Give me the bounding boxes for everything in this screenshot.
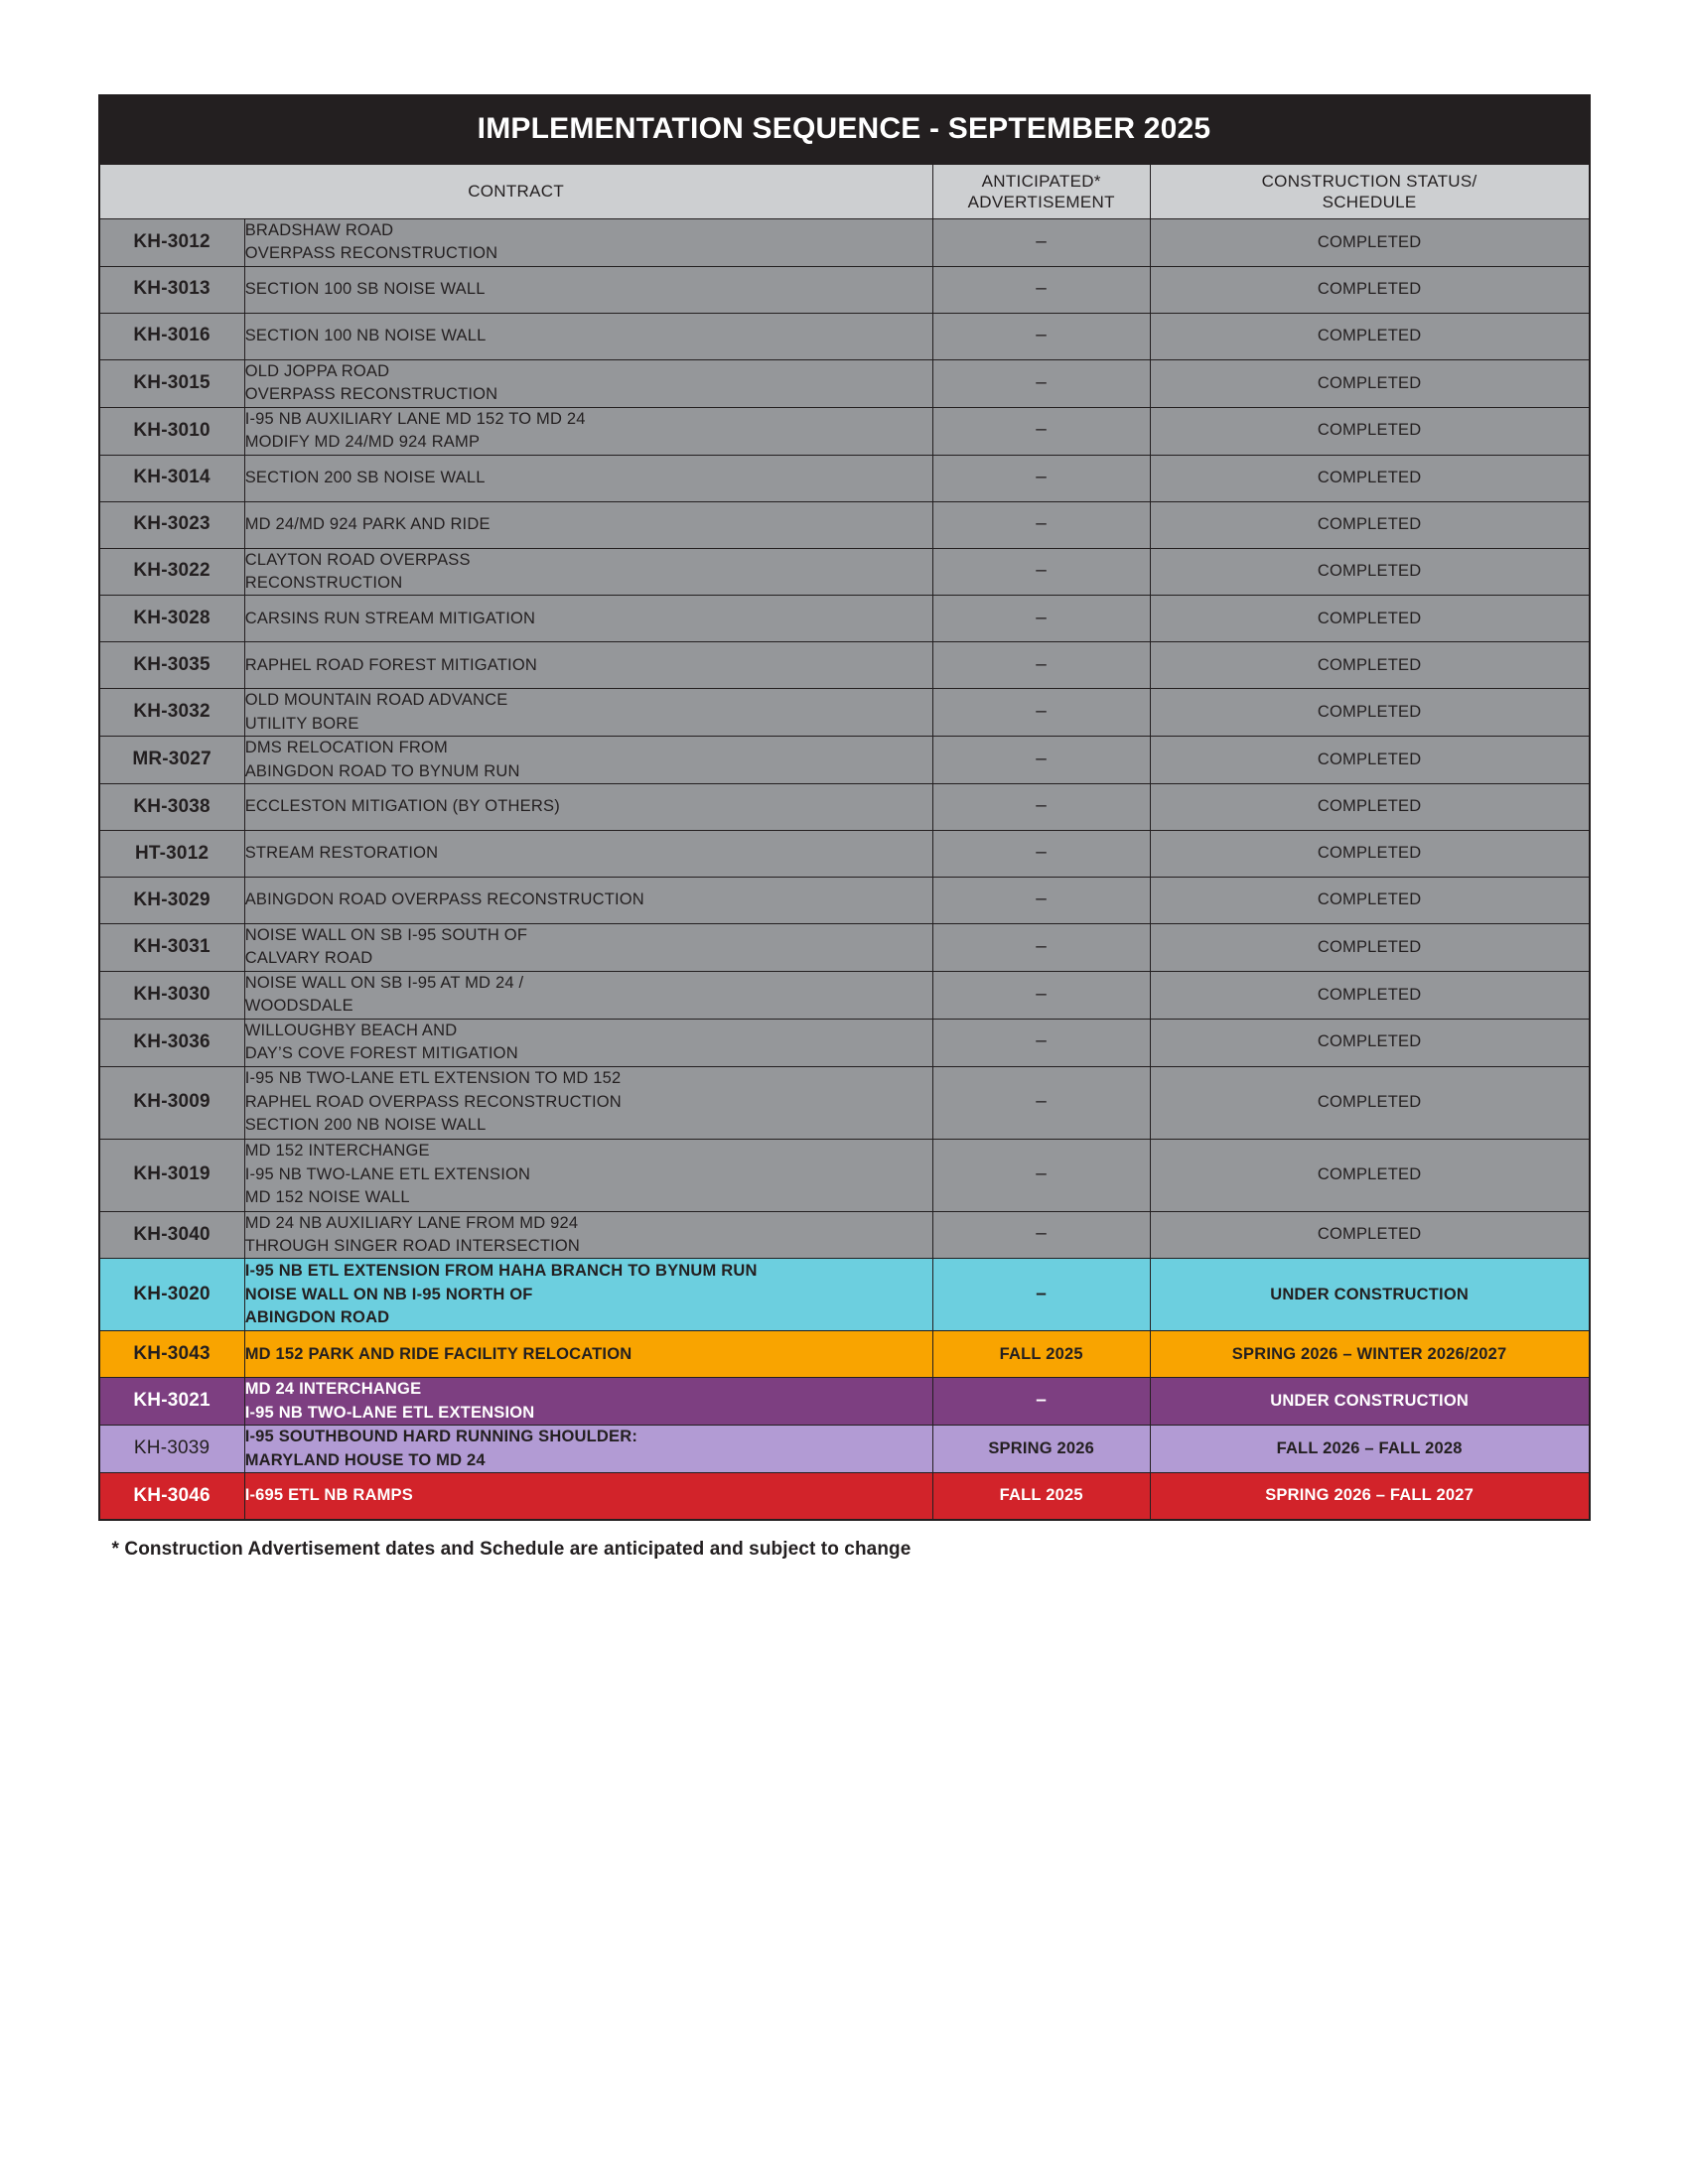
description-line: MARYLAND HOUSE TO MD 24: [244, 1450, 486, 1469]
cell-construction-status: UNDER CONSTRUCTION: [1150, 1259, 1589, 1331]
description-line: OVERPASS RECONSTRUCTION: [244, 244, 498, 263]
cell-anticipated-advertisement: [932, 1426, 1150, 1473]
cell-anticipated-advertisement: [932, 642, 1150, 689]
description-line: SECTION 100 NB NOISE WALL: [244, 327, 487, 345]
table-row: [99, 219, 1590, 267]
cell-construction-status: COMPLETED: [1150, 407, 1589, 455]
cell-anticipated-advertisement: [932, 924, 1150, 972]
description-line: MD 152 PARK AND RIDE FACILITY RELOCATION: [244, 1344, 633, 1363]
cell-contract-description: [244, 1211, 932, 1259]
description-line: SECTION 200 SB NOISE WALL: [244, 468, 486, 486]
cell-contract-description: [244, 1331, 932, 1378]
cell-contract-description: [244, 219, 932, 267]
cell-construction-status: COMPLETED: [1150, 1211, 1589, 1259]
table-row: [99, 1378, 1590, 1426]
cell-construction-status: SPRING 2026 – WINTER 2026/2027: [1150, 1331, 1589, 1378]
cell-contract-description: [244, 784, 932, 831]
description-line: WOODSDALE: [244, 997, 353, 1016]
table-row: [99, 1066, 1590, 1139]
cell-contract-number: KH-3039: [99, 1426, 245, 1473]
description-line: ECCLESTON MITIGATION (BY OTHERS): [244, 797, 560, 816]
cell-contract-description: [244, 737, 932, 784]
table-row: [99, 784, 1590, 831]
description-line: NOISE WALL ON NB I-95 NORTH OF: [244, 1285, 533, 1303]
description-line: MD 24 NB AUXILIARY LANE FROM MD 924: [244, 1213, 579, 1232]
description-line: DAY’S COVE FOREST MITIGATION: [244, 1044, 518, 1063]
cell-contract-number: KH-3021: [99, 1378, 245, 1426]
cell-contract-number: KH-3029: [99, 878, 245, 924]
cell-anticipated-advertisement: [932, 784, 1150, 831]
table-row: [99, 737, 1590, 784]
description-line: NOISE WALL ON SB I-95 AT MD 24 /: [244, 973, 524, 992]
description-line: RAPHEL ROAD OVERPASS RECONSTRUCTION: [244, 1092, 622, 1111]
column-header-anticipated-line1: ANTICIPATED*: [981, 171, 1101, 191]
cell-contract-number: KH-3028: [99, 596, 245, 642]
advertisement-value: –: [1036, 466, 1048, 487]
advertisement-value: –: [1036, 653, 1048, 675]
cell-contract-number: MR-3027: [99, 737, 245, 784]
advertisement-value: –: [1036, 842, 1048, 864]
cell-contract-number: KH-3046: [99, 1473, 245, 1521]
table-row: [99, 878, 1590, 924]
cell-contract-number: KH-3030: [99, 971, 245, 1019]
advertisement-value: –: [1036, 1223, 1048, 1245]
table-title-bar: [98, 94, 1591, 164]
implementation-sequence-table: [98, 164, 1591, 1521]
cell-contract-description: [244, 1426, 932, 1473]
cell-construction-status: COMPLETED: [1150, 548, 1589, 596]
cell-construction-status: COMPLETED: [1150, 831, 1589, 878]
table-row: [99, 924, 1590, 972]
cell-anticipated-advertisement: [932, 878, 1150, 924]
advertisement-value: FALL 2025: [999, 1344, 1083, 1363]
description-line: UTILITY BORE: [244, 714, 359, 733]
cell-contract-number: KH-3023: [99, 501, 245, 548]
cell-contract-number: KH-3035: [99, 642, 245, 689]
description-line: CALVARY ROAD: [244, 949, 373, 968]
description-line: SECTION 100 SB NOISE WALL: [244, 280, 486, 299]
cell-construction-status: COMPLETED: [1150, 924, 1589, 972]
cell-anticipated-advertisement: [932, 501, 1150, 548]
cell-contract-number: HT-3012: [99, 831, 245, 878]
description-line: MD 152 NOISE WALL: [244, 1188, 410, 1207]
cell-construction-status: COMPLETED: [1150, 359, 1589, 407]
cell-contract-description: [244, 1473, 932, 1521]
advertisement-value: –: [1036, 419, 1048, 441]
table-row: [99, 831, 1590, 878]
description-line: I-95 NB ETL EXTENSION FROM HAHA BRANCH TO BYNUM RUN: [244, 1262, 758, 1281]
description-line: MD 152 INTERCHANGE: [244, 1142, 430, 1160]
cell-contract-description: [244, 831, 932, 878]
cell-construction-status: COMPLETED: [1150, 1139, 1589, 1211]
cell-construction-status: COMPLETED: [1150, 971, 1589, 1019]
description-line: BRADSHAW ROAD: [244, 221, 394, 239]
cell-construction-status: COMPLETED: [1150, 878, 1589, 924]
header-row: [99, 165, 1590, 219]
description-line: NOISE WALL ON SB I-95 SOUTH OF: [244, 926, 528, 945]
cell-contract-number: KH-3038: [99, 784, 245, 831]
cell-anticipated-advertisement: [932, 1211, 1150, 1259]
cell-anticipated-advertisement: [932, 455, 1150, 501]
advertisement-value: –: [1036, 888, 1048, 910]
cell-construction-status: COMPLETED: [1150, 313, 1589, 359]
cell-contract-number: KH-3022: [99, 548, 245, 596]
table-row: [99, 1019, 1590, 1066]
description-line: MODIFY MD 24/MD 924 RAMP: [244, 433, 481, 452]
table-row: [99, 407, 1590, 455]
cell-anticipated-advertisement: [932, 407, 1150, 455]
cell-construction-status: COMPLETED: [1150, 737, 1589, 784]
table-row: [99, 266, 1590, 313]
footnote: * Construction Advertisement dates and Schedule are anticipated and subject to change: [111, 1539, 912, 1561]
cell-contract-number: KH-3043: [99, 1331, 245, 1378]
implementation-sequence-sheet: [98, 94, 1591, 1561]
cell-contract-description: [244, 407, 932, 455]
advertisement-value: –: [1036, 1162, 1048, 1184]
cell-construction-status: FALL 2026 – FALL 2028: [1150, 1426, 1589, 1473]
description-line: RAPHEL ROAD FOREST MITIGATION: [244, 655, 537, 674]
cell-contract-description: [244, 1259, 932, 1331]
cell-anticipated-advertisement: [932, 689, 1150, 737]
table-row: [99, 689, 1590, 737]
description-line: STREAM RESTORATION: [244, 844, 439, 863]
column-header-construction-status: [1150, 165, 1589, 219]
cell-anticipated-advertisement: [932, 831, 1150, 878]
cell-anticipated-advertisement: [932, 596, 1150, 642]
column-header-status-line1: CONSTRUCTION STATUS/: [1261, 171, 1477, 191]
cell-contract-description: [244, 924, 932, 972]
description-line: I-95 SOUTHBOUND HARD RUNNING SHOULDER:: [244, 1428, 638, 1446]
column-header-contract: [99, 165, 933, 219]
cell-construction-status: COMPLETED: [1150, 784, 1589, 831]
advertisement-value: FALL 2025: [999, 1486, 1083, 1505]
table-row: [99, 1139, 1590, 1211]
advertisement-value: –: [1036, 230, 1048, 252]
column-header-anticipated-line2: ADVERTISEMENT: [967, 193, 1115, 211]
table-row: [99, 501, 1590, 548]
cell-contract-description: [244, 596, 932, 642]
cell-construction-status: COMPLETED: [1150, 266, 1589, 313]
cell-construction-status: COMPLETED: [1150, 689, 1589, 737]
table-row: [99, 642, 1590, 689]
description-line: DMS RELOCATION FROM: [244, 739, 448, 757]
cell-contract-description: [244, 971, 932, 1019]
cell-contract-description: [244, 359, 932, 407]
cell-construction-status: COMPLETED: [1150, 501, 1589, 548]
advertisement-value: –: [1036, 983, 1048, 1005]
cell-construction-status: COMPLETED: [1150, 642, 1589, 689]
column-header-anticipated-advertisement: [932, 165, 1150, 219]
page-title: IMPLEMENTATION SEQUENCE - SEPTEMBER 2025: [477, 112, 1211, 145]
cell-construction-status: SPRING 2026 – FALL 2027: [1150, 1473, 1589, 1521]
cell-anticipated-advertisement: [932, 266, 1150, 313]
advertisement-value: –: [1036, 325, 1048, 346]
table-row: [99, 1259, 1590, 1331]
description-line: MD 24/MD 924 PARK AND RIDE: [244, 514, 491, 533]
table-row: [99, 1426, 1590, 1473]
advertisement-value: –: [1036, 1283, 1048, 1304]
cell-contract-description: [244, 1378, 932, 1426]
cell-contract-description: [244, 1019, 932, 1066]
description-line: SECTION 200 NB NOISE WALL: [244, 1116, 487, 1135]
description-line: RECONSTRUCTION: [244, 573, 403, 592]
cell-anticipated-advertisement: [932, 1473, 1150, 1521]
cell-construction-status: COMPLETED: [1150, 219, 1589, 267]
cell-contract-description: [244, 1139, 932, 1211]
table-row: [99, 596, 1590, 642]
cell-contract-number: KH-3036: [99, 1019, 245, 1066]
table-row: [99, 971, 1590, 1019]
cell-construction-status: COMPLETED: [1150, 1066, 1589, 1139]
cell-anticipated-advertisement: [932, 1019, 1150, 1066]
cell-contract-number: KH-3015: [99, 359, 245, 407]
cell-contract-description: [244, 266, 932, 313]
cell-construction-status: COMPLETED: [1150, 1019, 1589, 1066]
cell-contract-description: [244, 455, 932, 501]
table-row: [99, 1331, 1590, 1378]
advertisement-value: –: [1036, 1090, 1048, 1112]
cell-contract-number: KH-3016: [99, 313, 245, 359]
description-line: ABINGDON ROAD: [244, 1308, 390, 1327]
table-row: [99, 313, 1590, 359]
cell-construction-status: COMPLETED: [1150, 455, 1589, 501]
description-line: I-95 NB TWO-LANE ETL EXTENSION TO MD 152: [244, 1069, 622, 1088]
description-line: OVERPASS RECONSTRUCTION: [244, 385, 498, 404]
description-line: OLD MOUNTAIN ROAD ADVANCE: [244, 691, 508, 710]
advertisement-value: –: [1036, 795, 1048, 817]
cell-anticipated-advertisement: [932, 971, 1150, 1019]
description-line: ABINGDON ROAD OVERPASS RECONSTRUCTION: [244, 890, 644, 909]
advertisement-value: –: [1036, 512, 1048, 534]
cell-contract-description: [244, 689, 932, 737]
cell-contract-number: KH-3010: [99, 407, 245, 455]
cell-contract-description: [244, 1066, 932, 1139]
description-line: OLD JOPPA ROAD: [244, 361, 390, 380]
description-line: MD 24 INTERCHANGE: [244, 1380, 422, 1399]
cell-contract-number: KH-3013: [99, 266, 245, 313]
description-line: CARSINS RUN STREAM MITIGATION: [244, 609, 536, 627]
cell-contract-number: KH-3040: [99, 1211, 245, 1259]
cell-anticipated-advertisement: [932, 1066, 1150, 1139]
cell-contract-description: [244, 501, 932, 548]
cell-construction-status: COMPLETED: [1150, 596, 1589, 642]
advertisement-value: –: [1036, 748, 1048, 769]
table-body: [99, 219, 1590, 1521]
table-header: [99, 165, 1590, 219]
cell-anticipated-advertisement: [932, 1331, 1150, 1378]
advertisement-value: –: [1036, 701, 1048, 723]
cell-contract-number: KH-3032: [99, 689, 245, 737]
description-line: WILLOUGHBY BEACH AND: [244, 1021, 458, 1039]
advertisement-value: SPRING 2026: [988, 1438, 1095, 1457]
cell-contract-description: [244, 548, 932, 596]
cell-anticipated-advertisement: [932, 219, 1150, 267]
description-line: I-95 NB TWO-LANE ETL EXTENSION: [244, 1403, 535, 1422]
cell-contract-number: KH-3031: [99, 924, 245, 972]
cell-anticipated-advertisement: [932, 737, 1150, 784]
cell-contract-number: KH-3012: [99, 219, 245, 267]
cell-contract-description: [244, 313, 932, 359]
column-header-contract-label: CONTRACT: [468, 182, 565, 202]
cell-anticipated-advertisement: [932, 359, 1150, 407]
table-row: [99, 359, 1590, 407]
cell-construction-status: UNDER CONSTRUCTION: [1150, 1378, 1589, 1426]
description-line: I-95 NB AUXILIARY LANE MD 152 TO MD 24: [244, 409, 586, 428]
table-row: [99, 1473, 1590, 1521]
cell-contract-number: KH-3020: [99, 1259, 245, 1331]
description-line: THROUGH SINGER ROAD INTERSECTION: [244, 1237, 581, 1256]
table-row: [99, 455, 1590, 501]
description-line: ABINGDON ROAD TO BYNUM RUN: [244, 761, 520, 780]
description-line: I-95 NB TWO-LANE ETL EXTENSION: [244, 1164, 531, 1183]
cell-contract-number: KH-3019: [99, 1139, 245, 1211]
cell-contract-description: [244, 642, 932, 689]
advertisement-value: –: [1036, 371, 1048, 393]
cell-anticipated-advertisement: [932, 1139, 1150, 1211]
advertisement-value: –: [1036, 935, 1048, 957]
cell-contract-description: [244, 878, 932, 924]
description-line: CLAYTON ROAD OVERPASS: [244, 550, 471, 569]
cell-anticipated-advertisement: [932, 1259, 1150, 1331]
advertisement-value: –: [1036, 278, 1048, 300]
advertisement-value: –: [1036, 1390, 1048, 1412]
table-row: [99, 548, 1590, 596]
cell-anticipated-advertisement: [932, 313, 1150, 359]
advertisement-value: –: [1036, 1030, 1048, 1052]
table-row: [99, 1211, 1590, 1259]
cell-anticipated-advertisement: [932, 1378, 1150, 1426]
cell-contract-number: KH-3009: [99, 1066, 245, 1139]
description-line: I-695 ETL NB RAMPS: [244, 1486, 413, 1505]
cell-anticipated-advertisement: [932, 548, 1150, 596]
advertisement-value: –: [1036, 560, 1048, 582]
cell-contract-number: KH-3014: [99, 455, 245, 501]
advertisement-value: –: [1036, 607, 1048, 628]
column-header-status-line2: SCHEDULE: [1322, 193, 1417, 211]
